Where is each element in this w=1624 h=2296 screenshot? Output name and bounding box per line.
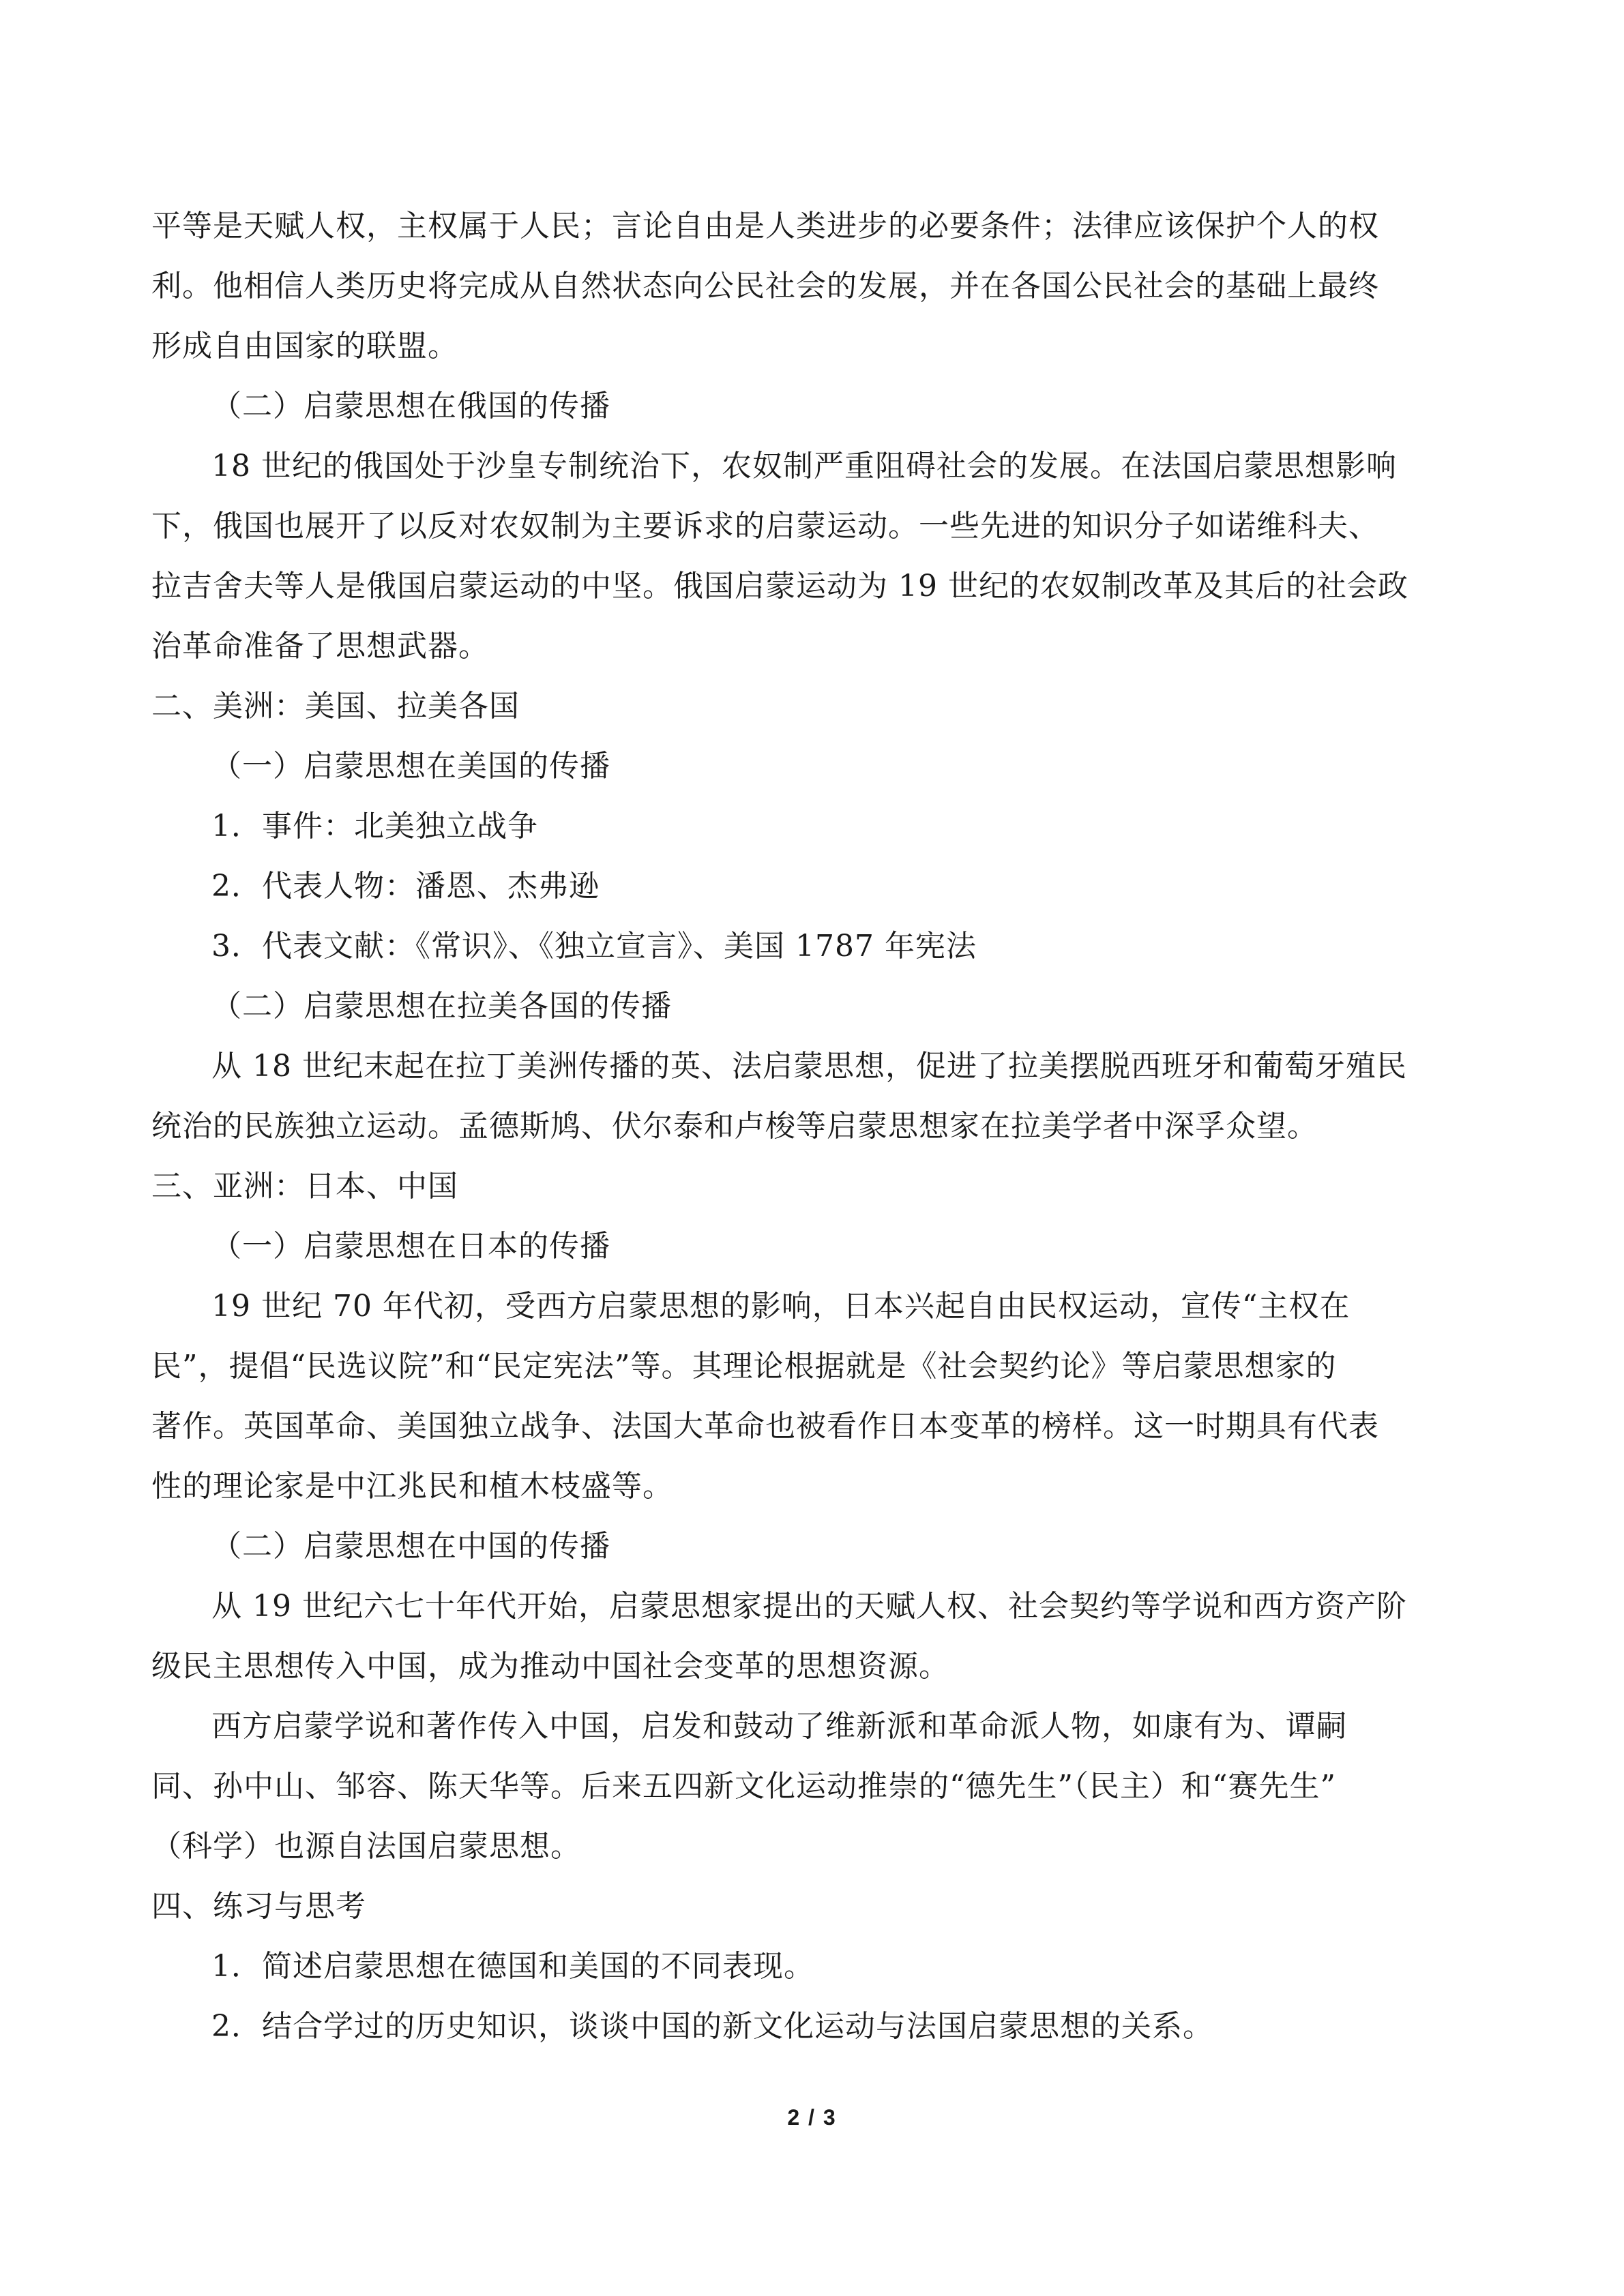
body-line: 18 世纪的俄国处于沙皇专制统治下，农奴制严重阻碍社会的发展。在法国启蒙思想影响: [211, 449, 1397, 483]
body-line: 同、孙中山、邹容、陈天华等。后来五四新文化运动推崇的“德先生”（民主）和“赛先生”: [151, 1769, 1336, 1804]
list-item: 3．代表文献：《常识》、《独立宣言》、美国 1787 年宪法: [211, 929, 977, 964]
section-heading-japan: （一）启蒙思想在日本的传播: [211, 1229, 610, 1264]
body-line: 性的理论家是中江兆民和植木枝盛等。: [151, 1469, 673, 1504]
body-line: 拉吉舍夫等人是俄国启蒙运动的中坚。俄国启蒙运动为 19 世纪的农奴制改革及其后的社会政: [151, 569, 1408, 603]
list-item: 2．结合学过的历史知识，谈谈中国的新文化运动与法国启蒙思想的关系。: [211, 2009, 1213, 2044]
page-number: 2 / 3: [787, 2105, 837, 2130]
body-line: （科学）也源自法国启蒙思想。: [151, 1829, 581, 1864]
body-line: 从 19 世纪六七十年代开始，启蒙思想家提出的天赋人权、社会契约等学说和西方资产阶: [211, 1589, 1407, 1624]
body-line: 西方启蒙学说和著作传入中国，启发和鼓动了维新派和革命派人物，如康有为、谭嗣: [211, 1709, 1347, 1744]
body-line: 治革命准备了思想武器。: [151, 629, 489, 664]
body-line: 形成自由国家的联盟。: [151, 329, 458, 363]
section-heading-usa: （一）启蒙思想在美国的传播: [211, 749, 610, 784]
body-line: 从 18 世纪末起在拉丁美洲传播的英、法启蒙思想，促进了拉美摆脱西班牙和葡萄牙殖民: [211, 1049, 1407, 1084]
section-heading-russia: （二）启蒙思想在俄国的传播: [211, 389, 610, 423]
list-item: 1．简述启蒙思想在德国和美国的不同表现。: [211, 1949, 814, 1984]
section-heading-asia: 三、亚洲：日本、中国: [151, 1169, 458, 1204]
body-line: 下，俄国也展开了以反对农奴制为主要诉求的启蒙运动。一些先进的知识分子如诺维科夫、: [151, 509, 1379, 543]
body-line: 级民主思想传入中国，成为推动中国社会变革的思想资源。: [151, 1649, 949, 1684]
body-line: 著作。英国革命、美国独立战争、法国大革命也被看作日本变革的榜样。这一时期具有代表: [151, 1409, 1379, 1444]
list-item: 2．代表人物：潘恩、杰弗逊: [211, 869, 600, 904]
body-line: 统治的民族独立运动。孟德斯鸠、伏尔泰和卢梭等启蒙思想家在拉美学者中深孚众望。: [151, 1109, 1318, 1144]
body-line: 民”，提倡“民选议院”和“民定宪法”等。其理论根据就是《社会契约论》等启蒙思想家的: [151, 1349, 1337, 1384]
section-heading-china: （二）启蒙思想在中国的传播: [211, 1529, 610, 1564]
body-line: 平等是天赋人权，主权属于人民；言论自由是人类进步的必要条件；法律应该保护个人的权: [151, 209, 1379, 243]
document-body: [151, 211, 1475, 2072]
body-line: 利。他相信人类历史将完成从自然状态向公民社会的发展，并在各国公民社会的基础上最终: [151, 269, 1379, 303]
list-item: 1．事件：北美独立战争: [211, 809, 538, 844]
section-heading-latin-america: （二）启蒙思想在拉美各国的传播: [211, 989, 672, 1024]
section-heading-exercises: 四、练习与思考: [151, 1889, 366, 1924]
section-heading-americas: 二、美洲：美国、拉美各国: [151, 689, 520, 724]
body-line: 19 世纪 70 年代初，受西方启蒙思想的影响，日本兴起自由民权运动，宣传“主权在: [211, 1289, 1350, 1324]
